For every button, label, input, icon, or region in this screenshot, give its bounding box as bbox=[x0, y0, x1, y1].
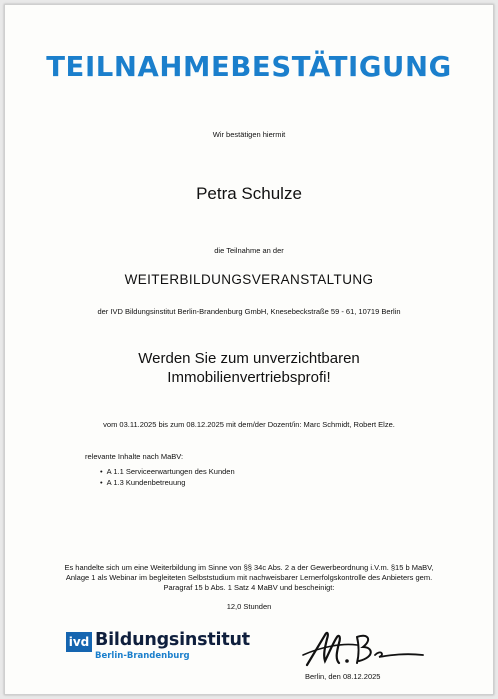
list-item: • A 1.1 Serviceerwartungen des Kunden bbox=[100, 467, 235, 478]
ivd-logo-mark: ivd bbox=[66, 632, 92, 652]
course-title-line-1: Werden Sie zum unverzichtbaren bbox=[138, 350, 360, 367]
signature-image bbox=[301, 625, 441, 671]
legal-line: Anlage 1 als Webinar im begleiteten Selbststudium mit nachweisbarer Lernerfolgskontrolle des Anbieters gem. bbox=[65, 573, 433, 583]
logo-subtitle: Berlin-Brandenburg bbox=[95, 651, 190, 661]
content-heading: relevante Inhalte nach MaBV: bbox=[85, 452, 184, 461]
intro-text: Wir bestätigen hiermit bbox=[212, 130, 286, 139]
event-type: WEITERBILDUNGSVERANSTALTUNG bbox=[124, 272, 374, 287]
course-period: vom 03.11.2025 bis zum 08.12.2025 mit dem/der Dozent/in: Marc Schmidt, Robert Elze. bbox=[103, 420, 395, 429]
certificate-page bbox=[4, 4, 494, 695]
hours-text: 12,0 Stunden bbox=[226, 602, 272, 611]
participation-text: die Teilnahme an der bbox=[214, 246, 284, 255]
course-title bbox=[5, 349, 493, 387]
organizer-text: der IVD Bildungsinstitut Berlin-Brandenburg GmbH, Knesebeckstraße 59 - 61, 10719 Berlin bbox=[97, 307, 401, 316]
place-date: Berlin, den 08.12.2025 bbox=[305, 672, 381, 681]
logo-title: Bildungsinstitut bbox=[95, 630, 250, 650]
certificate-heading: TEILNAHMEBESTÄTIGUNG bbox=[46, 51, 452, 83]
list-item: • A 1.3 Kundenbetreuung bbox=[100, 478, 235, 489]
content-list bbox=[100, 467, 235, 488]
participant-name: Petra Schulze bbox=[196, 184, 302, 203]
legal-line: Paragraf 15 b Abs. 1 Satz 4 MaBV und bescheinigt: bbox=[163, 583, 335, 593]
legal-line: Es handelte sich um eine Weiterbildung im Sinne von §§ 34c Abs. 2 a der Gewerbeordnung i.V.m. §15 b MaBV, bbox=[64, 563, 434, 572]
legal-text bbox=[5, 563, 493, 594]
course-title-line-2: Immobilienvertriebsprofi! bbox=[167, 369, 331, 386]
